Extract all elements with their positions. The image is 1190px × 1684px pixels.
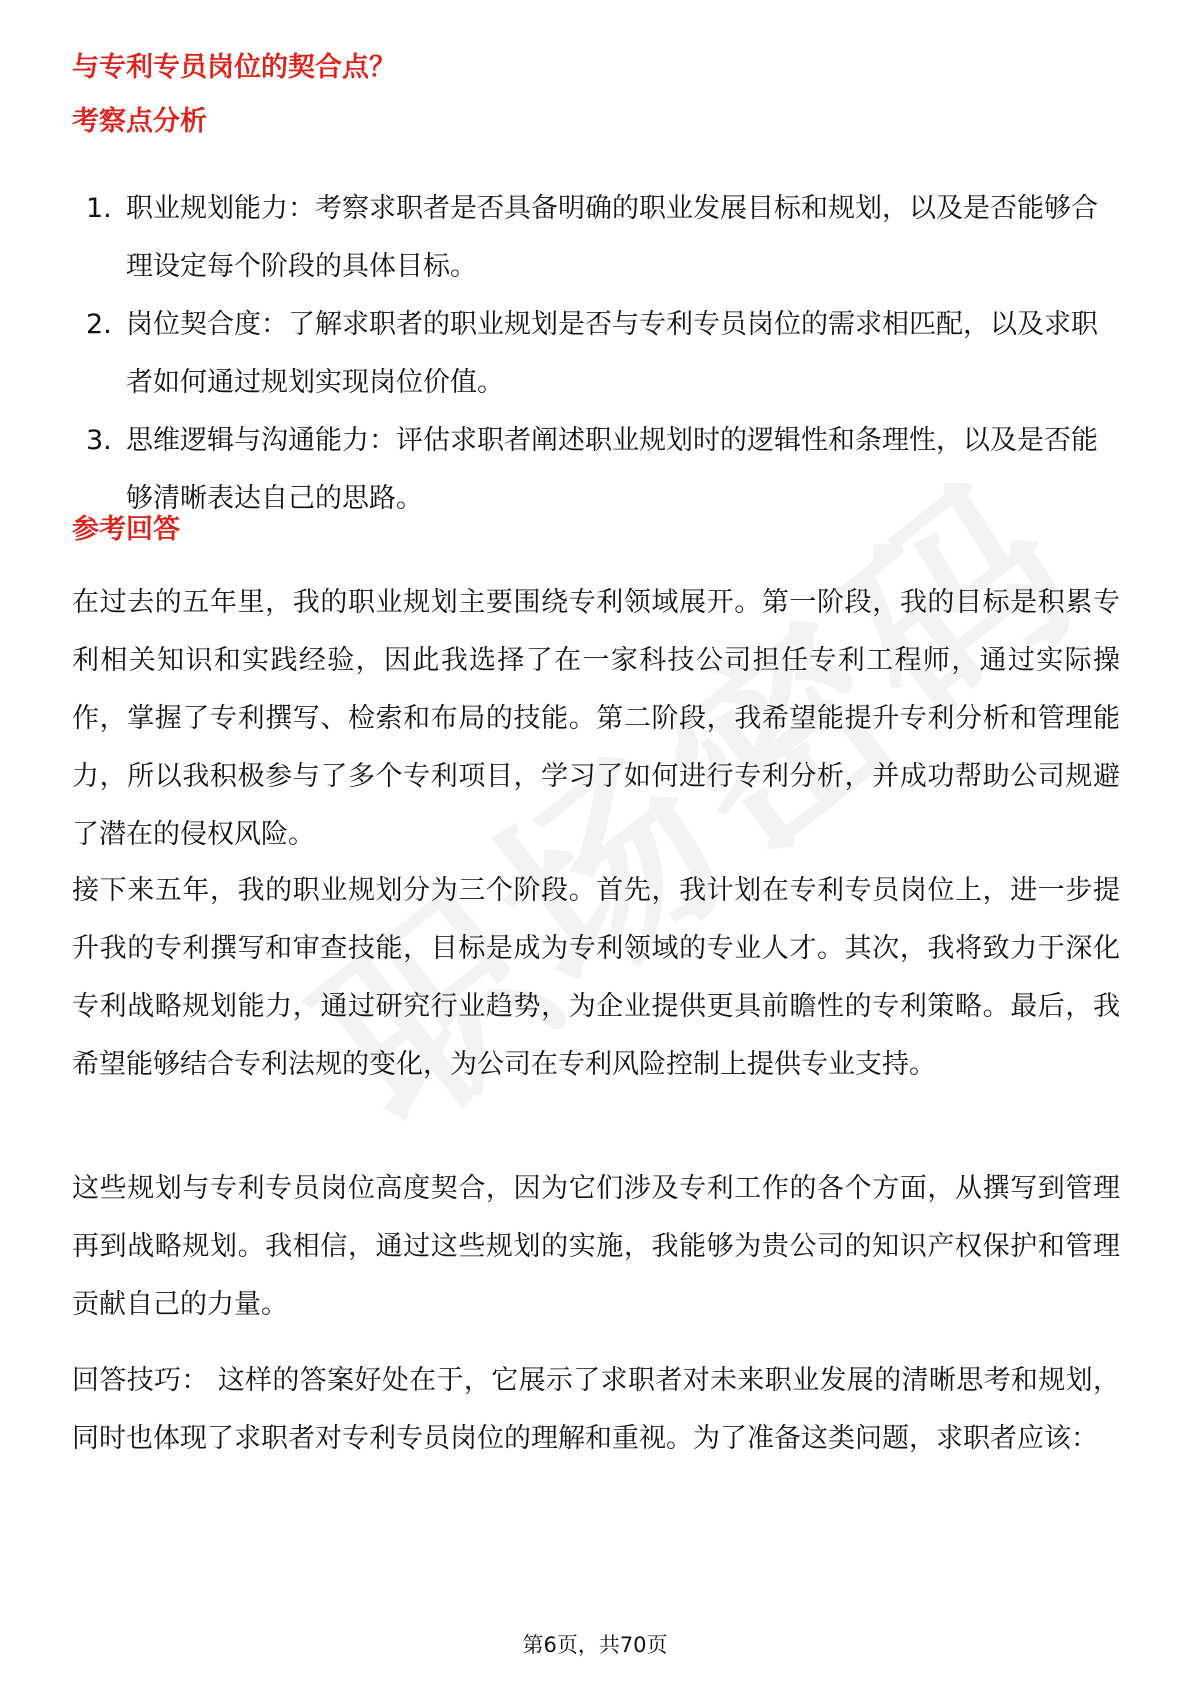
- answer-paragraph: 这些规划与专利专员岗位高度契合，因为它们涉及专利工作的各个方面，从撰写到管理再到战略规划。我相信，通过这些规划的实施，我能够为贵公司的知识产权保护和管理贡献自己的力量。: [72, 1173, 1120, 1320]
- tips-paragraph: 回答技巧： 这样的答案好处在于，它展示了求职者对未来职业发展的清晰思考和规划，同时也体现了求职者对专利专员岗位的理解和重视。为了准备这类问题，求职者应该：: [72, 1365, 1120, 1454]
- list-item-text: 岗位契合度：了解求职者的职业规划是否与专利专员岗位的需求相匹配，以及求职者如何通过规划实现岗位价值。: [126, 309, 1098, 398]
- list-item: [72, 412, 1117, 528]
- analysis-list: [72, 180, 1117, 528]
- question-title: 与专利专员岗位的契合点？: [72, 52, 396, 83]
- list-number: 1.: [86, 193, 112, 224]
- answer-paragraph: 接下来五年，我的职业规划分为三个阶段。首先，我计划在专利专员岗位上，进一步提升我的专利撰写和审查技能，目标是成为专利领域的专业人才。其次，我将致力于深化专利战略规划能力，通过研究行业趋势，为企业提供更具前瞻性的专利策略。最后，我希望能够结合专利法规的变化，为公司在专利风险控制上提供专业支持。: [72, 875, 1120, 1080]
- list-item: [72, 296, 1117, 412]
- list-number: 3.: [86, 425, 112, 456]
- list-item: [72, 180, 1117, 296]
- answer-heading: 参考回答: [72, 514, 180, 545]
- answer-paragraph: 在过去的五年里，我的职业规划主要围绕专利领域展开。第一阶段，我的目标是积累专利相关知识和实践经验，因此我选择了在一家科技公司担任专利工程师，通过实际操作，掌握了专利撰写、检索和布局的技能。第二阶段，我希望能提升专利分析和管理能力，所以我积极参与了多个专利项目，学习了如何进行专利分析，并成功帮助公司规避了潜在的侵权风险。: [72, 587, 1120, 850]
- list-item-text: 职业规划能力：考察求职者是否具备明确的职业发展目标和规划，以及是否能够合理设定每个阶段的具体目标。: [126, 193, 1098, 282]
- analysis-heading: 考察点分析: [72, 106, 207, 137]
- page-number: 第6页，共70页: [522, 1633, 668, 1657]
- list-number: 2.: [86, 309, 112, 340]
- list-item-text: 思维逻辑与沟通能力：评估求职者阐述职业规划时的逻辑性和条理性，以及是否能够清晰表达自己的思路。: [126, 425, 1098, 514]
